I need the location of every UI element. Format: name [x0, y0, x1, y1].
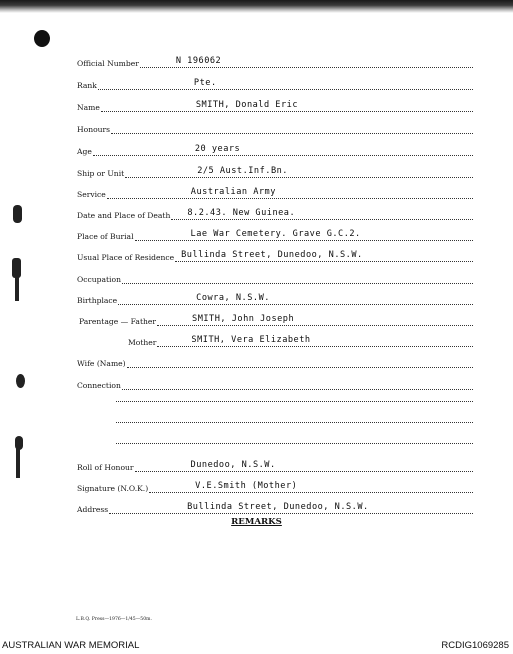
printer-imprint: L.B.Q. Press—1976—1/45—50m.	[76, 617, 152, 622]
mother-label: Mother	[128, 338, 157, 347]
address-value: Bullinda Street, Dunedoo, N.S.W.	[187, 502, 369, 512]
official-number-value: N 196062	[175, 56, 222, 66]
ship-unit-value: 2/5 Aust.Inf.Bn.	[197, 166, 288, 176]
father-label: Parentage — Father	[79, 317, 157, 326]
age-row	[77, 140, 473, 156]
binding-mark	[16, 374, 25, 388]
connection-row	[77, 374, 473, 390]
connection-continuation-line	[116, 442, 473, 444]
signature-line	[149, 480, 473, 493]
residence-value: Bullinda Street, Dunedoo, N.S.W.	[181, 250, 363, 260]
father-value: SMITH, John Joseph	[192, 314, 295, 324]
roll-of-honour-value: Dunedoo, N.S.W.	[190, 460, 276, 470]
burial-row	[77, 225, 473, 241]
remarks-heading: REMARKS	[231, 517, 282, 527]
signature-label: Signature (N.O.K.)	[77, 484, 149, 493]
birthplace-line	[118, 292, 473, 305]
occupation-line	[122, 271, 473, 284]
occupation-label: Occupation	[77, 275, 121, 284]
mother-row	[128, 331, 473, 347]
signature-value: V.E.Smith (Mother)	[195, 481, 298, 491]
binding-mark	[15, 277, 19, 301]
footer	[0, 640, 513, 654]
footer-institution: AUSTRALIAN WAR MEMORIAL	[2, 640, 140, 651]
burial-label: Place of Burial	[77, 232, 134, 241]
roll-of-honour-line	[135, 459, 473, 472]
rank-line	[98, 77, 473, 90]
connection-continuation-line	[116, 421, 473, 423]
honours-label: Honours	[77, 125, 111, 134]
footer-record-id: RCDIG1069285	[441, 640, 509, 651]
address-row	[77, 498, 473, 514]
residence-label: Usual Place of Residence	[77, 253, 175, 262]
signature-row	[77, 477, 473, 493]
wife-row	[77, 352, 473, 368]
service-line	[107, 186, 473, 199]
name-row	[77, 96, 473, 112]
name-value: SMITH, Donald Eric	[195, 100, 299, 110]
residence-line	[175, 249, 473, 262]
official-number-label: Official Number	[77, 59, 139, 68]
binding-mark	[16, 448, 20, 478]
roll-of-honour-row	[77, 456, 473, 472]
age-line	[93, 143, 473, 156]
ship-unit-row	[77, 162, 473, 178]
death-line	[171, 207, 473, 220]
binding-mark	[13, 205, 22, 223]
birthplace-row	[77, 289, 473, 305]
death-row	[77, 204, 473, 220]
honours-line	[111, 121, 473, 134]
name-label: Name	[77, 103, 100, 112]
ship-unit-label: Ship or Unit	[77, 169, 125, 178]
age-value: 20 years	[194, 144, 241, 154]
name-line	[101, 99, 473, 112]
ship-unit-line	[125, 165, 473, 178]
burial-value: Lae War Cemetery. Grave G.C.2.	[190, 229, 361, 239]
binding-mark	[12, 258, 21, 278]
wife-line	[127, 355, 473, 368]
burial-line	[135, 228, 473, 241]
occupation-row	[77, 268, 473, 284]
punch-hole	[34, 30, 50, 47]
connection-continuation-line	[116, 400, 473, 402]
birthplace-label: Birthplace	[77, 296, 118, 305]
honours-row	[77, 118, 473, 134]
address-label: Address	[77, 505, 109, 514]
connection-line	[122, 377, 473, 390]
residence-row	[77, 246, 473, 262]
address-line	[109, 501, 473, 514]
official-number-line	[140, 55, 473, 68]
official-number-row	[77, 52, 473, 68]
father-row	[77, 310, 473, 326]
death-value: 8.2.43. New Guinea.	[187, 208, 296, 218]
age-label: Age	[77, 147, 92, 156]
scan-top-edge	[0, 0, 513, 13]
mother-line	[157, 334, 473, 347]
wife-label: Wife (Name)	[77, 359, 126, 368]
birthplace-value: Cowra, N.S.W.	[196, 293, 270, 303]
service-row	[77, 183, 473, 199]
death-label: Date and Place of Death	[77, 211, 171, 220]
rank-label: Rank	[77, 81, 97, 90]
mother-value: SMITH, Vera Elizabeth	[191, 335, 311, 345]
roll-of-honour-label: Roll of Honour	[77, 463, 134, 472]
rank-value: Pte.	[193, 78, 217, 88]
service-value: Australian Army	[190, 187, 276, 197]
rank-row	[77, 74, 473, 90]
father-line	[157, 313, 473, 326]
service-label: Service	[77, 190, 106, 199]
connection-label: Connection	[77, 381, 121, 390]
